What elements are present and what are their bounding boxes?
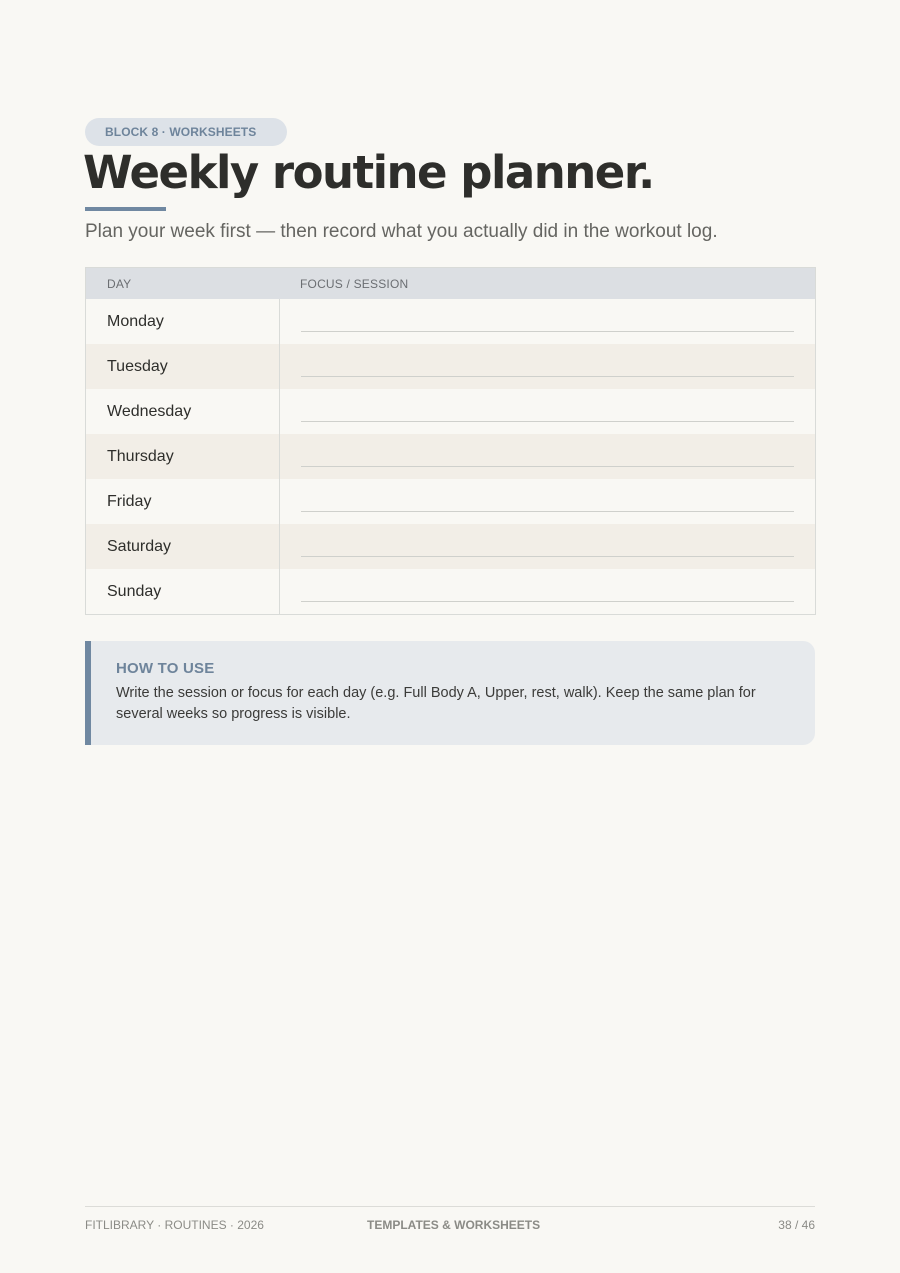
write-line <box>301 601 795 602</box>
column-header-day: DAY <box>86 268 280 300</box>
focus-cell[interactable] <box>279 299 816 344</box>
focus-cell[interactable] <box>279 434 816 479</box>
callout-title: HOW TO USE <box>116 660 215 677</box>
page-title: Weekly routine planner. <box>83 146 654 199</box>
day-cell: Sunday <box>86 569 280 615</box>
table-row <box>86 434 816 479</box>
table-row <box>86 299 816 344</box>
page-number: 38 / 46 <box>778 1218 815 1232</box>
day-cell: Wednesday <box>86 389 280 434</box>
write-line <box>301 556 795 557</box>
day-cell: Saturday <box>86 524 280 569</box>
table-row <box>86 524 816 569</box>
write-line <box>301 511 795 512</box>
focus-cell[interactable] <box>279 569 816 615</box>
table-row <box>86 344 816 389</box>
page-subtitle: Plan your week first — then record what you actually did in the workout log. <box>85 221 718 242</box>
day-cell: Monday <box>86 299 280 344</box>
document-page <box>85 0 815 1273</box>
day-cell: Thursday <box>86 434 280 479</box>
focus-cell[interactable] <box>279 524 816 569</box>
footer-section: TEMPLATES & WORKSHEETS <box>367 1218 541 1232</box>
focus-cell[interactable] <box>279 389 816 434</box>
title-underline <box>85 207 166 211</box>
table-header-row <box>86 268 816 300</box>
column-header-focus: FOCUS / SESSION <box>279 268 816 300</box>
section-badge: BLOCK 8 · WORKSHEETS <box>85 118 287 146</box>
write-line <box>301 466 795 467</box>
table-row <box>86 569 816 615</box>
table-row <box>86 479 816 524</box>
weekly-planner-table <box>85 267 816 615</box>
write-line <box>301 421 795 422</box>
how-to-use-callout <box>85 641 815 745</box>
write-line <box>301 376 795 377</box>
write-line <box>301 331 795 332</box>
page-footer <box>85 1218 815 1234</box>
footer-publication: FITLIBRARY · ROUTINES · 2026 <box>85 1218 264 1232</box>
callout-text: Write the session or focus for each day (e.g. Full Body A, Upper, rest, walk). Keep the same plan for several weeks so progress is visible. <box>116 685 756 722</box>
footer-divider <box>85 1206 815 1207</box>
focus-cell[interactable] <box>279 479 816 524</box>
focus-cell[interactable] <box>279 344 816 389</box>
day-cell: Tuesday <box>86 344 280 389</box>
day-cell: Friday <box>86 479 280 524</box>
table-row <box>86 389 816 434</box>
